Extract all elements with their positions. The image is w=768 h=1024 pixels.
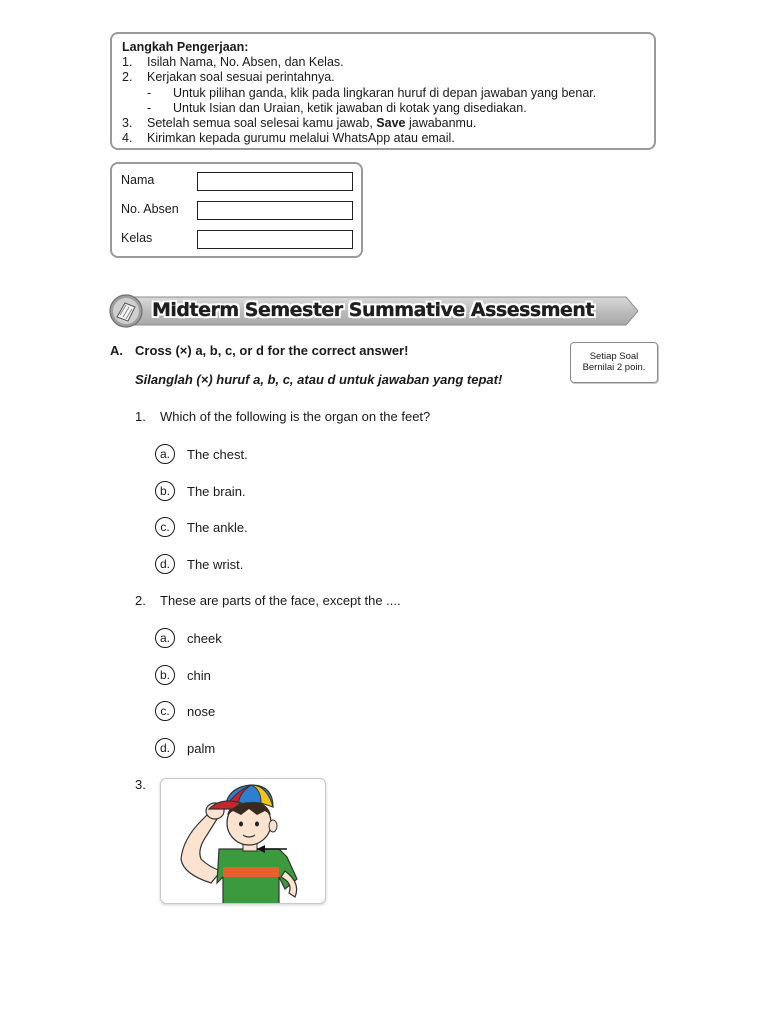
instruction-step (122, 55, 644, 70)
option-q2-d[interactable] (155, 737, 215, 759)
boy-with-cap-illustration (161, 779, 326, 904)
question-image (160, 778, 326, 904)
assessment-banner (108, 293, 642, 329)
points-line: Setiap Soal (589, 351, 639, 362)
name-label: Nama (121, 173, 155, 187)
option-q1-b[interactable] (155, 480, 246, 502)
option-circle[interactable]: b. (155, 665, 175, 685)
option-circle[interactable]: c. (155, 517, 175, 537)
substep-text: Untuk Isian dan Uraian, ketik jawaban di kotak yang disediakan. (173, 100, 527, 115)
instruction-step (122, 70, 644, 85)
option-text: palm (187, 740, 216, 756)
absen-label: No. Absen (121, 202, 179, 216)
option-q2-b[interactable] (155, 664, 211, 686)
option-text: The wrist. (187, 556, 244, 572)
step-text: Kerjakan soal sesuai perintahnya. (147, 70, 335, 85)
step-number: 2. (122, 70, 133, 85)
question-number: 1. (135, 409, 146, 424)
identity-box (110, 162, 363, 258)
substep-text: Untuk pilihan ganda, klik pada lingkaran huruf di depan jawaban yang benar. (173, 85, 597, 100)
option-circle[interactable]: d. (155, 554, 175, 574)
option-text: The ankle. (187, 519, 248, 535)
instruction-substep (122, 86, 644, 101)
step-number: 1. (122, 55, 133, 70)
step-text-part: jawabanmu. (405, 116, 477, 131)
option-q1-c[interactable] (155, 516, 248, 538)
substep-dash: - (147, 85, 152, 100)
question-number: 3. (135, 777, 146, 792)
points-badge (570, 342, 658, 383)
kelas-label: Kelas (121, 231, 153, 245)
option-text: The brain. (187, 483, 246, 499)
section-letter: A. (110, 343, 123, 358)
instruction-step (122, 116, 644, 131)
option-circle[interactable]: d. (155, 738, 175, 758)
section-instruction-en: Cross (×) a, b, c, or d for the correct answer! (135, 343, 409, 358)
step-text-part: Setelah semua soal selesai kamu jawab, (147, 116, 377, 131)
step-number: 3. (122, 116, 133, 131)
step-text: Isilah Nama, No. Absen, dan Kelas. (147, 55, 344, 70)
option-text: nose (187, 703, 216, 719)
points-line: Bernilai 2 poin. (582, 362, 646, 373)
absen-field[interactable] (197, 201, 353, 220)
option-q2-c[interactable] (155, 700, 215, 722)
step-text: Kirimkan kepada gurumu melalui WhatsApp atau email. (147, 131, 455, 146)
option-circle[interactable]: a. (155, 628, 175, 648)
substep-dash: - (147, 100, 152, 115)
option-q1-a[interactable] (155, 443, 248, 465)
step-text (147, 116, 476, 131)
book-icon (108, 293, 148, 329)
kelas-field[interactable] (197, 230, 353, 249)
option-circle[interactable]: b. (155, 481, 175, 501)
step-number: 4. (122, 131, 133, 146)
instructions-title: Langkah Pengerjaan: (122, 40, 249, 54)
section-instruction-id: Silanglah (×) huruf a, b, c, atau d untuk jawaban yang tepat! (135, 372, 503, 387)
option-q1-d[interactable] (155, 553, 243, 575)
instruction-substep (122, 101, 644, 116)
option-circle[interactable]: c. (155, 701, 175, 721)
instructions-box (110, 32, 656, 150)
question-text: These are parts of the face, except the .... (160, 593, 401, 608)
banner-title: Midterm Semester Summative Assessment (152, 299, 595, 321)
question-text: Which of the following is the organ on the feet? (160, 409, 431, 424)
option-circle[interactable]: a. (155, 444, 175, 464)
option-text: The chest. (187, 446, 248, 462)
option-text: chin (187, 667, 211, 683)
step-text-bold: Save (376, 116, 406, 131)
question-number: 2. (135, 593, 146, 608)
instruction-step (122, 131, 644, 146)
name-field[interactable] (197, 172, 353, 191)
option-q2-a[interactable] (155, 627, 222, 649)
option-text: cheek (187, 630, 222, 646)
